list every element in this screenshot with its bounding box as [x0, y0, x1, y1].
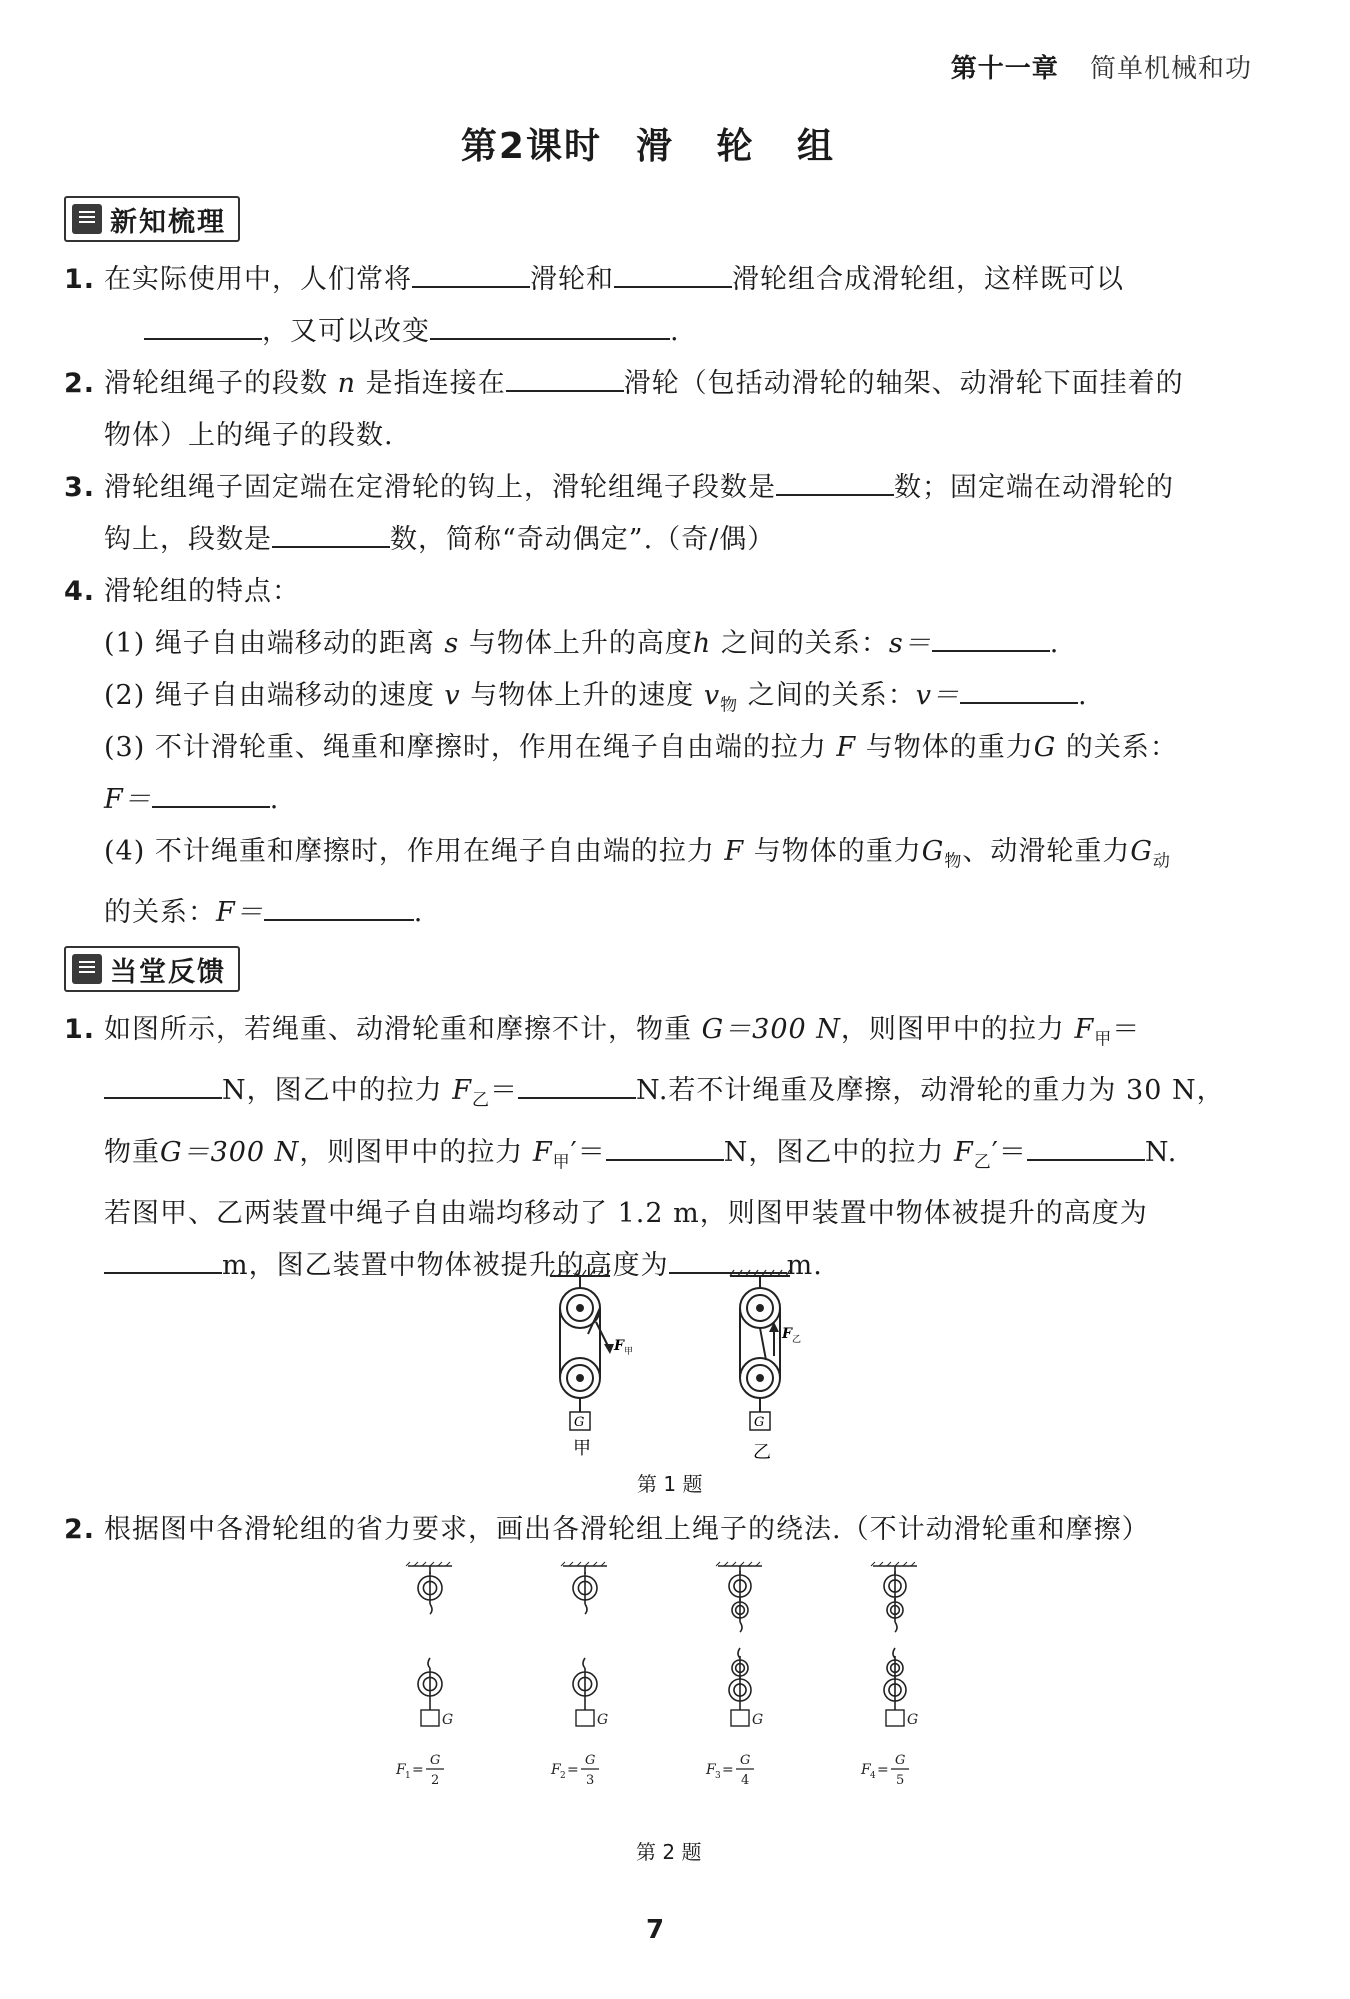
figure-2-pulley-diagrams — [396, 1562, 960, 1832]
answer-blank[interactable] — [412, 256, 530, 288]
force-label-jia: F — [614, 1338, 624, 1354]
fraction-denominator: 3 — [586, 1773, 595, 1788]
section-heading-feedback — [64, 946, 240, 992]
force-label: F — [861, 1762, 871, 1778]
answer-blank[interactable] — [144, 308, 262, 340]
weight-label: G — [597, 1712, 609, 1728]
figure-2-caption: 第 2 题 — [636, 1840, 702, 1864]
knowledge-item-3: 3. 滑轮组绳子固定端在定滑轮的钩上，滑轮组绳子段数是 数；固定端在动滑轮的 钩上，段数是 数，简称“奇动偶定”.（奇/偶） — [64, 462, 1244, 566]
force-label-yi: F — [782, 1326, 792, 1342]
weight-label-jia: G — [574, 1415, 585, 1430]
figure-1-pulley-diagram — [530, 1270, 830, 1470]
pulley-set-3 — [716, 1562, 762, 1726]
pencil-icon — [72, 954, 102, 984]
weight-label: G — [907, 1712, 919, 1728]
label-yi: 乙 — [753, 1442, 771, 1463]
lesson-number: 第2课时 — [460, 126, 602, 167]
answer-blank[interactable] — [264, 889, 414, 921]
answer-blank[interactable] — [606, 1129, 724, 1161]
pulley-system-yi — [730, 1270, 790, 1430]
force-sub-jia: 甲 — [624, 1347, 634, 1357]
pulley-system-jia — [550, 1270, 610, 1430]
knowledge-item-2: 2. 滑轮组绳子的段数 n 是指连接在 滑轮（包括动滑轮的轴架、动滑轮下面挂着的 物体）上的绳子的段数. — [64, 358, 1244, 462]
lesson-title — [0, 118, 1310, 169]
pulley-set-1 — [406, 1562, 452, 1726]
knowledge-item-1: 1. 在实际使用中，人们常将 滑轮和 滑轮组合成滑轮组，这样既可以 ，又可以改变 . — [64, 254, 1244, 358]
page-header — [951, 48, 1252, 85]
equals-sign: = — [567, 1762, 579, 1778]
section-label: 当堂反馈 — [110, 956, 226, 988]
label-jia: 甲 — [573, 1438, 591, 1459]
lesson-topic: 滑 轮 组 — [635, 126, 850, 167]
force-subscript: 3 — [715, 1771, 721, 1781]
section-label: 新知梳理 — [110, 206, 226, 238]
book-icon — [72, 204, 102, 234]
fraction-numerator: G — [740, 1753, 751, 1768]
force-subscript: 1 — [405, 1771, 411, 1781]
force-subscript: 2 — [560, 1771, 566, 1781]
equals-sign: = — [877, 1762, 889, 1778]
feature-3: (3) 不计滑轮重、绳重和摩擦时，作用在绳子自由端的拉力 F 与物体的重力G 的关系： F＝ . — [104, 732, 1178, 815]
force-subscript: 4 — [870, 1771, 876, 1781]
answer-blank[interactable] — [506, 360, 624, 392]
feedback-question-1: 1. 如图所示，若绳重、动滑轮重和摩擦不计，物重 G＝300 N，则图甲中的拉力 $F_甲=$ N，图乙中的拉力 $F_乙= N$.若不计绳重及摩擦，动滑轮的重力为 30 N， 物重G＝300 N，则图甲中的拉力 $F_甲'= N$，图乙中的拉力 $F_乙'= N$. 若图甲、乙两装置中绳子自由端均移动了 1.2 m，则图甲装置中物体被提升的高度为 m，图乙装置中物体被提升的高度为 m. — [64, 1014, 1225, 1282]
force-sub-yi: 乙 — [792, 1335, 802, 1345]
page-number: 7 — [645, 1915, 665, 1945]
force-arrow-jia — [596, 1322, 614, 1354]
fraction-numerator: G — [895, 1753, 906, 1768]
answer-blank[interactable] — [518, 1067, 636, 1099]
answer-blank[interactable] — [104, 1242, 222, 1274]
fraction-numerator: G — [430, 1753, 441, 1768]
fraction-denominator: 4 — [741, 1773, 750, 1788]
force-label: F — [396, 1762, 406, 1778]
answer-blank[interactable] — [272, 516, 390, 548]
answer-blank[interactable] — [960, 672, 1078, 704]
answer-blank[interactable] — [932, 620, 1050, 652]
answer-blank[interactable] — [1027, 1129, 1145, 1161]
force-label: F — [551, 1762, 561, 1778]
feature-4: (4) 不计绳重和摩擦时，作用在绳子自由端的拉力 F 与物体的重力$G_物$、动滑轮重力$G_动$ 的关系：F＝ . — [104, 836, 1171, 929]
answer-blank[interactable] — [104, 1067, 222, 1099]
fraction-numerator: G — [585, 1753, 596, 1768]
pulley-set-4 — [871, 1562, 917, 1726]
feature-1: (1) 绳子自由端移动的距离 s 与物体上升的高度h 之间的关系：s＝ . — [64, 618, 1244, 670]
fraction-denominator: 5 — [896, 1773, 905, 1788]
chapter-label: 第十一章 — [950, 54, 1059, 84]
fraction-denominator: 2 — [431, 1773, 440, 1788]
subject-label: 简单机械和功 — [1089, 54, 1252, 84]
pulley-set-2 — [561, 1562, 607, 1726]
answer-blank[interactable] — [776, 464, 894, 496]
weight-label: G — [442, 1712, 454, 1728]
weight-label: G — [752, 1712, 764, 1728]
force-arrow-yi — [769, 1322, 779, 1356]
equals-sign: = — [412, 1762, 424, 1778]
feedback-question-2: 2. 根据图中各滑轮组的省力要求，画出各滑轮组上绳子的绕法.（不计动滑轮重和摩擦） — [64, 1514, 1150, 1545]
force-label: F — [706, 1762, 716, 1778]
equals-sign: = — [722, 1762, 734, 1778]
answer-blank[interactable] — [152, 776, 270, 808]
knowledge-item-4: 4. 滑轮组的特点： — [64, 576, 300, 607]
section-heading-new-knowledge — [64, 196, 240, 242]
weight-label-yi: G — [754, 1415, 765, 1430]
feature-2: (2) 绳子自由端移动的速度 v 与物体上升的速度 $v_物$ 之间的关系：v＝ . — [64, 670, 1244, 731]
answer-blank[interactable] — [614, 256, 732, 288]
figure-1-caption: 第 1 题 — [637, 1472, 703, 1496]
answer-blank[interactable] — [430, 308, 670, 340]
